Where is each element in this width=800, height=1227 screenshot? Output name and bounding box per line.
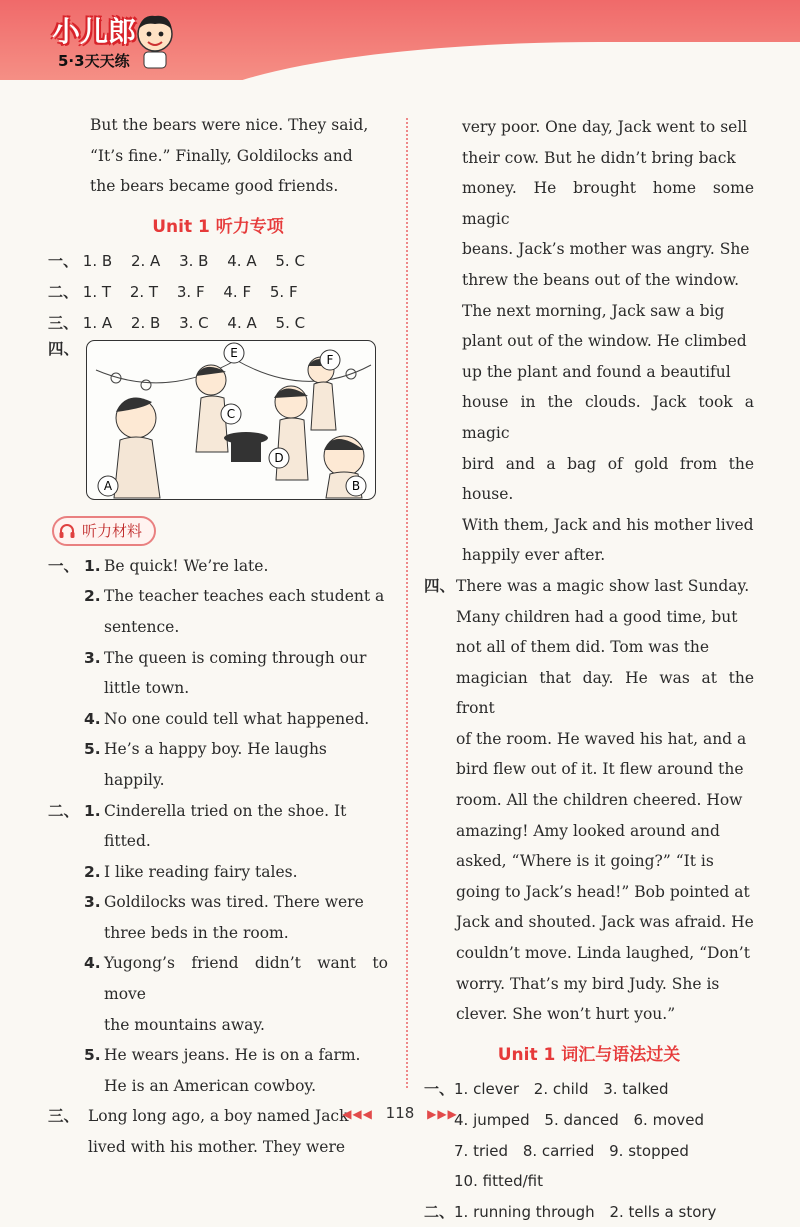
section-label: 三、 (48, 313, 79, 332)
text-line: Be quick! We’re late. (104, 556, 269, 575)
child-figure-a (114, 398, 160, 498)
text-line: Cinderella tried on the shoe. It fitted. (104, 801, 347, 851)
vocab-item: 6. moved (633, 1111, 704, 1129)
listening-item (48, 948, 388, 1040)
item-number: 4. (84, 954, 101, 973)
text-line: sentence. (104, 617, 180, 636)
item-number: 1. (84, 556, 101, 575)
text-line: plant out of the window. He climbed (462, 332, 747, 351)
banner-wave (180, 42, 800, 80)
item-number: 4. (84, 709, 101, 728)
answer-item: 2. B (130, 313, 161, 332)
vocab-row (424, 1197, 754, 1227)
answer-item: 3. F (176, 282, 205, 301)
listening-item (48, 887, 388, 948)
item-number: 2. (84, 587, 101, 606)
text-line: amazing! Amy looked around and (456, 821, 720, 840)
page-footer (0, 1104, 800, 1122)
vocab-item: 9. stopped (609, 1141, 689, 1160)
text-line: up the plant and found a beautiful (462, 362, 731, 381)
listening-item (48, 1040, 388, 1101)
section-label: 一、 (48, 556, 80, 575)
listening-item (48, 643, 388, 704)
vocab-item: 8. carried (522, 1141, 595, 1160)
section-label: 四、 (424, 576, 456, 595)
listening-material-badge (52, 516, 156, 546)
answer-item: 2. A (130, 252, 161, 271)
answer-item: 5. C (275, 252, 305, 271)
text-line: bird flew out of it. It flew around the (456, 760, 744, 779)
vocab-item: 2. child (533, 1080, 589, 1099)
text-line: The next morning, Jack saw a big (462, 301, 725, 320)
text-line: He’s a happy boy. He laughs happily. (104, 740, 327, 789)
text-line: I like reading fairy tales. (104, 862, 298, 881)
vocab-item: 7. tried (454, 1141, 509, 1160)
text-line: three beds in the room. (104, 923, 289, 942)
text-line: “It’s fine.” Finally, Goldilocks and (90, 146, 353, 165)
header-banner (0, 0, 800, 80)
listening-item (48, 704, 388, 735)
text-line: Long long ago, a boy named Jack (88, 1107, 349, 1126)
section-label: 二、 (424, 1202, 455, 1221)
text-line: He is an American cowboy. (104, 1076, 317, 1095)
right-column (424, 112, 754, 1227)
vocab-row (424, 1074, 754, 1105)
text-line: No one could tell what happened. (104, 709, 370, 728)
listening-item (48, 857, 388, 888)
text-line: little town. (104, 679, 190, 698)
text-line: the mountains away. (104, 1015, 265, 1034)
answer-item: 1. B (82, 252, 113, 271)
text-line: couldn’t move. Linda laughed, “Don’t (456, 944, 750, 963)
logo-subtitle: 5·3天天练 (58, 52, 130, 70)
text-line: lived with his mother. They were (88, 1138, 346, 1157)
text-line: There was a magic show last Sunday. (456, 576, 750, 595)
section-label: 四、 (48, 340, 80, 359)
text-line: very poor. One day, Jack went to sell (462, 118, 748, 136)
text-line: of the room. He waved his hat, and a (456, 729, 747, 748)
vocab-item: 4. jumped (454, 1111, 530, 1129)
vocab-item: 1. running through (454, 1202, 595, 1221)
column-separator (406, 118, 408, 1088)
answer-item: 2. T (129, 282, 159, 301)
answer-item: 1. A (82, 313, 113, 332)
text-line: Yugong’s friend didn’t want to move (104, 954, 388, 1004)
listening-item (48, 796, 388, 857)
item-number: 3. (84, 893, 101, 912)
section-label: 一、 (424, 1080, 455, 1099)
picture-label-c: C (226, 407, 236, 422)
item-number: 3. (84, 648, 101, 667)
text-line: beans. Jack’s mother was angry. She (462, 240, 750, 259)
answer-item: 5. F (269, 282, 298, 301)
item-number: 5. (84, 1046, 101, 1065)
text-line: house in the clouds. Jack took a magic (462, 393, 754, 442)
answer-row (48, 277, 388, 308)
intro-paragraph (48, 110, 388, 202)
text-line: But the bears were nice. They said, (90, 116, 369, 134)
text-line: Many children had a good time, but (456, 607, 738, 626)
picture-label-e: E (230, 346, 238, 361)
text-line: The queen is coming through our (104, 648, 367, 667)
section-label: 一、 (48, 252, 79, 271)
mascot-icon (132, 12, 178, 70)
text-line: going to Jack’s head!” Bob pointed at (456, 882, 750, 901)
text-line: Jack and shouted. Jack was afraid. He (456, 913, 754, 932)
text-line: Goldilocks was tired. There were (104, 893, 364, 912)
item-number: 1. (84, 801, 101, 820)
unit-title-listening: Unit 1 听力专项 (152, 216, 284, 237)
text-line: happily ever after. (462, 546, 606, 565)
listening-item (48, 734, 388, 795)
text-line: bird and a bag of gold from the house. (462, 454, 754, 504)
item-number: 2. (84, 862, 101, 881)
text-line: magician that day. He was at the front (456, 668, 754, 718)
answer-item: 3. B (179, 252, 209, 271)
vocab-row (424, 1166, 754, 1197)
text-line: room. All the children cheered. How (456, 791, 743, 810)
answer-item: 4. A (227, 252, 257, 271)
page-number: 118 (385, 1104, 415, 1122)
unit-title-vocab: Unit 1 词汇与语法过关 (497, 1044, 681, 1065)
text-line: the bears became good friends. (90, 177, 339, 196)
picture-label-b: B (351, 479, 361, 494)
logo-text: 小儿郎 (52, 15, 137, 48)
section-label: 二、 (48, 282, 79, 301)
story-four (424, 571, 754, 1030)
vocab-item: 10. fitted/fit (454, 1172, 543, 1191)
item-number: 5. (84, 740, 101, 759)
answer-item: 4. F (223, 282, 252, 301)
answer-item: 1. T (82, 282, 112, 301)
text-line: worry. That’s my bird Judy. She is (456, 974, 720, 993)
magic-show-illustration (86, 340, 376, 500)
left-arrows-icon: ◀◀◀ (342, 1107, 373, 1121)
vocab-item: 3. talked (603, 1080, 669, 1099)
picture-label-d: D (274, 451, 284, 466)
listening-item (48, 581, 388, 642)
text-line: With them, Jack and his mother lived (462, 515, 754, 534)
vocab-item: 1. clever (454, 1080, 519, 1099)
picture-section (48, 338, 388, 506)
picture-label-a: A (103, 479, 113, 494)
answer-row (48, 308, 388, 339)
text-line: money. He brought home some magic (462, 179, 754, 228)
listening-item (48, 551, 388, 582)
story-continued (424, 112, 754, 571)
answer-item: 5. C (275, 313, 306, 332)
answer-item: 3. C (179, 313, 209, 332)
text-line: their cow. But he didn’t bring back (462, 148, 736, 167)
text-line: clever. She won’t hurt you.” (456, 1005, 676, 1024)
picture-label-f: F (326, 353, 334, 368)
text-line: not all of them did. Tom was the (456, 638, 710, 657)
text-line: asked, “Where is it going?” “It is (456, 852, 714, 871)
left-column (48, 110, 388, 1163)
answer-row (48, 246, 388, 277)
section-label: 二、 (48, 801, 80, 820)
text-line: He wears jeans. He is on a farm. (104, 1046, 361, 1065)
text-line: The teacher teaches each student a (104, 587, 385, 606)
vocab-row (424, 1136, 754, 1167)
vocab-item: 2. tells a story (609, 1202, 717, 1221)
text-line: threw the beans out of the window. (462, 270, 740, 289)
section-label: 三、 (48, 1107, 80, 1126)
headphones-icon (58, 522, 76, 540)
listening-material-label: 听力材料 (82, 521, 143, 540)
right-arrows-icon: ▶▶▶ (427, 1107, 458, 1121)
vocab-item: 5. danced (544, 1111, 619, 1129)
answer-item: 4. A (227, 313, 257, 332)
